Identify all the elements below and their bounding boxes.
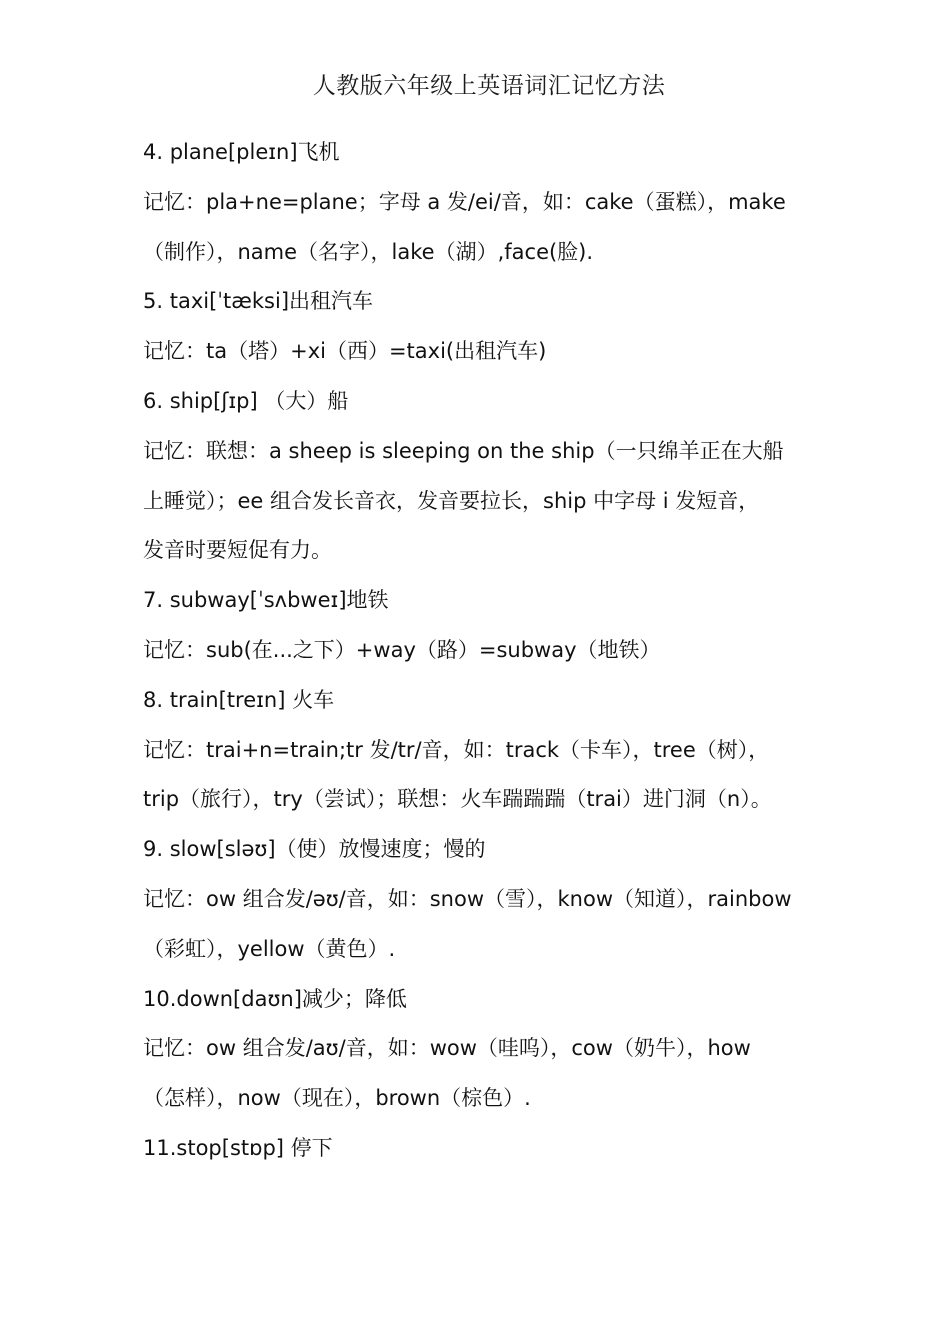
memory-tip-line: 发音时要短促有力。: [143, 538, 332, 563]
memory-tip-line: 记忆：ow 组合发/əʊ/音，如：snow（雪），know（知道），rainbow: [143, 886, 792, 911]
memory-tip-line: trip（旅行），try（尝试）；联想：火车踹踹踹（trai）进门洞（n）。: [143, 787, 772, 812]
memory-tip-line: （怎样），now（现在），brown（棕色）.: [143, 1086, 531, 1111]
document-body: [143, 128, 811, 1174]
memory-tip-line: 记忆：pla+ne=plane；字母 a 发/ei/音，如：cake（蛋糕），make: [143, 189, 786, 214]
memory-tip-line: （制作），name（名字），lake（湖）,face(脸).: [143, 239, 594, 264]
memory-tip-line: 记忆：trai+n=train;tr 发/tr/音，如：track（卡车），tree（树），: [143, 737, 770, 762]
memory-tip-line: 记忆：sub(在...之下）+way（路）=subway（地铁）: [143, 637, 661, 662]
entry-heading: 10.down[daʊn]减少；降低: [143, 986, 407, 1011]
entry-heading: 6. ship[ʃɪp] （大）船: [143, 388, 349, 413]
entry-heading: 9. slow[sləʊ]（使）放慢速度；慢的: [143, 837, 486, 862]
memory-tip-line: 记忆：联想：a sheep is sleeping on the ship（一只绵羊正在大船: [143, 438, 784, 463]
entry-heading: 7. subway[ˈsʌbweɪ]地铁: [143, 588, 389, 613]
entry-heading: 8. train[treɪn] 火车: [143, 687, 335, 712]
memory-tip-line: 记忆：ta（塔）+xi（西）=taxi(出租汽车): [143, 339, 547, 364]
entry-heading: 11.stop[stɒp] 停下: [143, 1135, 333, 1160]
memory-tip-line: （彩虹），yellow（黄色）.: [143, 936, 396, 961]
entry-heading: 4. plane[pleɪn]飞机: [143, 140, 340, 164]
page-title: 人教版六年级上英语词汇记忆方法: [312, 73, 666, 99]
memory-tip-line: 上睡觉）；ee 组合发长音衣，发音要拉长，ship 中字母 i 发短音，: [143, 488, 760, 513]
entry-heading: 5. taxi[ˈtæksi]出租汽车: [143, 289, 374, 314]
memory-tip-line: 记忆：ow 组合发/aʊ/音，如：wow（哇呜），cow（奶牛），how: [143, 1036, 751, 1061]
